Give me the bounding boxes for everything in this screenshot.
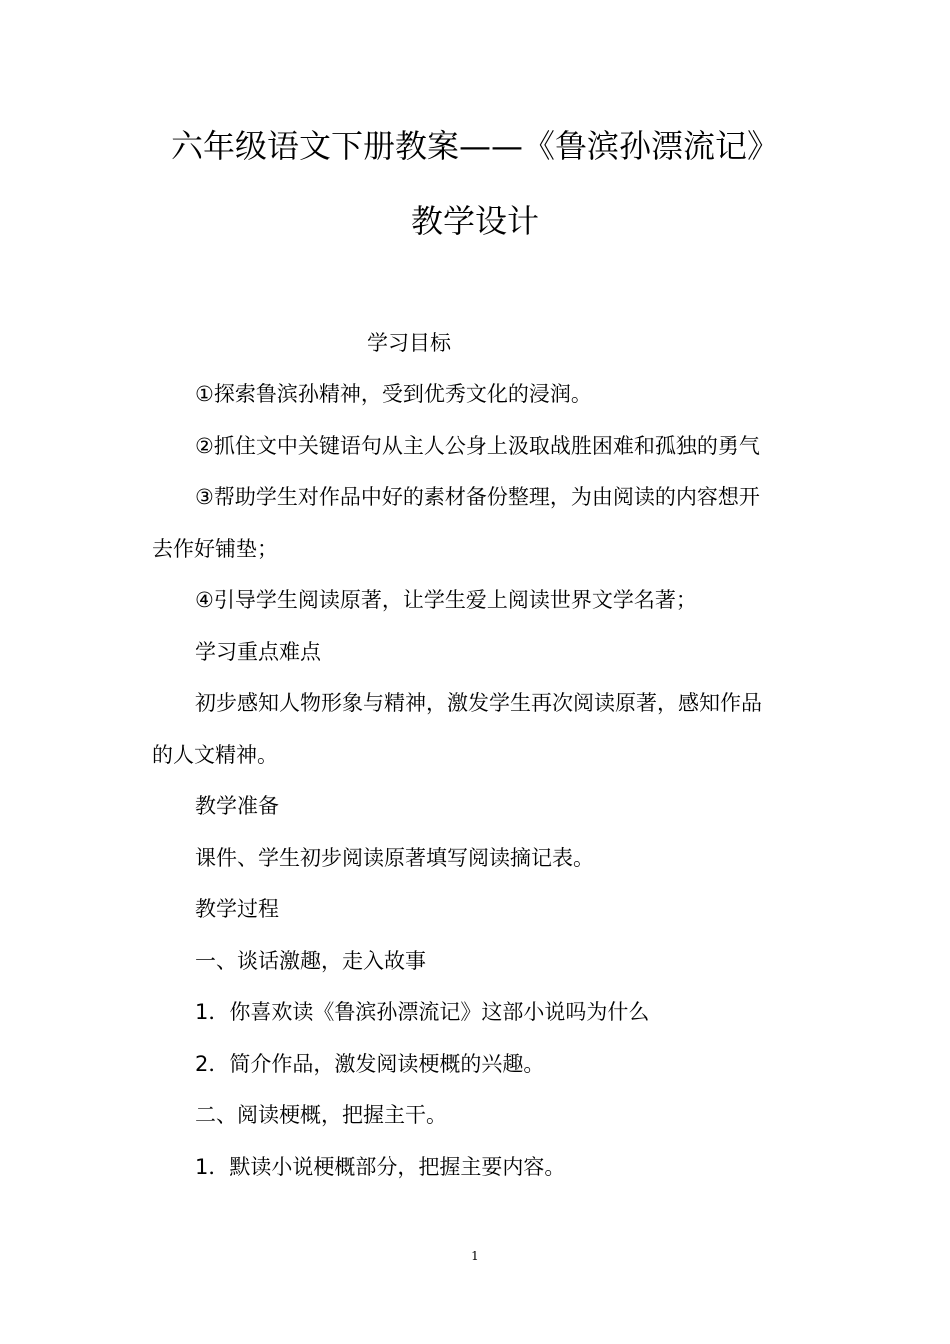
process-step-1-item-1: 1．你喜欢读《鲁滨孙漂流记》这部小说吗为什么 [195, 1000, 650, 1024]
document-title-line-1: 六年级语文下册教案——《鲁滨孙漂流记》 [170, 127, 779, 165]
process-step-2-item-1: 1．默读小说梗概部分，把握主要内容。 [195, 1155, 566, 1179]
process-step-1-heading: 一、谈话激趣，走入故事 [195, 949, 426, 973]
key-points-paragraph-continued: 的人文精神。 [152, 743, 278, 767]
preparation-paragraph: 课件、学生初步阅读原著填写阅读摘记表。 [195, 846, 594, 870]
section-heading-learning-goals: 学习目标 [367, 331, 451, 355]
section-heading-preparation: 教学准备 [195, 794, 279, 818]
goal-item-4: ④引导学生阅读原著，让学生爱上阅读世界文学名著； [195, 588, 697, 612]
process-step-2-heading: 二、阅读梗概，把握主干。 [195, 1103, 447, 1127]
key-points-paragraph: 初步感知人物形象与精神，激发学生再次阅读原著，感知作品 [195, 691, 762, 715]
document-title-line-2: 教学设计 [410, 202, 539, 240]
process-step-1-item-2: 2．简介作品，激发阅读梗概的兴趣。 [195, 1052, 545, 1076]
goal-item-3-continued: 去作好铺垫； [152, 537, 278, 561]
section-heading-process: 教学过程 [195, 897, 279, 921]
section-heading-key-points: 学习重点难点 [195, 640, 321, 664]
goal-item-3: ③帮助学生对作品中好的素材备份整理，为由阅读的内容想开 [195, 485, 760, 509]
goal-item-2: ②抓住文中关键语句从主人公身上汲取战胜困难和孤独的勇气 [195, 434, 760, 458]
page-number: 1 [471, 1249, 479, 1263]
goal-item-1: ①探索鲁滨孙精神，受到优秀文化的浸润。 [195, 382, 592, 406]
